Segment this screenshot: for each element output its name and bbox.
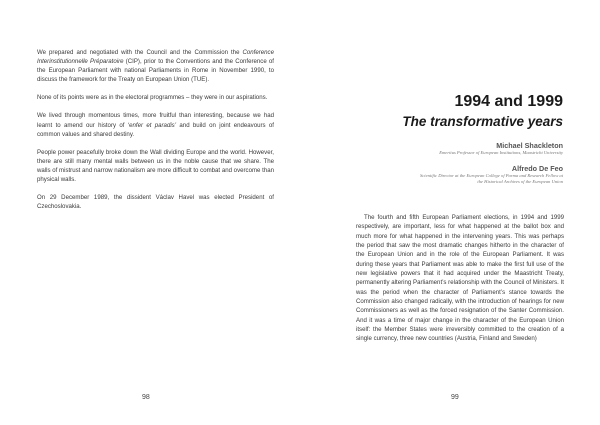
left-page-text [37, 48, 274, 220]
italic-run: Conference Interinstitutionnelle Préparatoire [37, 49, 274, 66]
author-affiliation: Emeritus Professor of European Institutions, Maastricht University [439, 150, 563, 155]
left-paragraph-1: We prepared and negotiated with the Council and the Commission the Conference Interinstitutionnelle Préparatoire (CIP), prior to the Conventions and the Conference of the European Parliament with national Parliaments in Rome in November 1990, to discuss the framework for the Treaty on European Union (TUE). [37, 49, 274, 84]
chapter-subtitle: The transformative years [402, 114, 563, 129]
body-paragraph: The fourth and fifth European Parliament elections, in 1994 and 1999 respectively, are important, less for what happened at the ballot box and much more for what happened in the intervening years. This was perhaps the period that saw the most dramatic changes hitherto in the character of the European Union and in the role of the European Parliament. It was during these years that Parliament was able to make the first full use of the new legislative powers that it had acquired under the Maastricht Treaty, permanently altering Parliament’s relationship with the Council of Ministers. It was the period when the character of Parliament’s stance towards the Commission also changed radically, with the introduction of hearings for new Commissioners as well as the forced resignation of the Santer Commission. And it was a time of major change in the character of the European Union itself: the Member States were irreversibly committed to the creation of a single currency, three new countries (Austria, Finland and Sweden) [356, 214, 564, 343]
italic-run: ‘enfer et paradis’ [127, 121, 177, 129]
author-affiliation: Scientific Director at the European College of Parma and Research Fellow at [419, 173, 563, 178]
author-name: Michael Shackleton [496, 141, 563, 150]
author-block [313, 164, 563, 185]
author-affiliation: the Historical Archives of the European Union [477, 179, 563, 184]
left-paragraph-3: We lived through momentous times, more fruitful than interesting, because we had learnt to amend our history of ‘enfer et paradis’ and build on joint endeavours of common values and shared destiny. [37, 112, 274, 138]
left-paragraph-4: People power peacefully broke down the Wall dividing Europe and the world. However, there are still many mental walls between us in the noble cause that we share. The walls of mistrust and narrow nationalism are more difficult to combat and overcome than physical walls. [37, 148, 274, 184]
page-number-left: 98 [142, 394, 150, 401]
page-number-right: 99 [451, 394, 459, 401]
right-page [300, 0, 600, 425]
left-paragraph-2: None of its points were as in the electoral programmes – they were in our aspirations. [37, 94, 268, 102]
chapter-title: 1994 and 1999 [454, 93, 563, 110]
left-paragraph-5: On 29 December 1989, the dissident Václav Havel was elected President of Czechoslovakia. [37, 194, 274, 211]
chapter-body [356, 213, 564, 344]
author-block [313, 141, 563, 156]
author-name: Alfredo De Feo [511, 164, 563, 173]
